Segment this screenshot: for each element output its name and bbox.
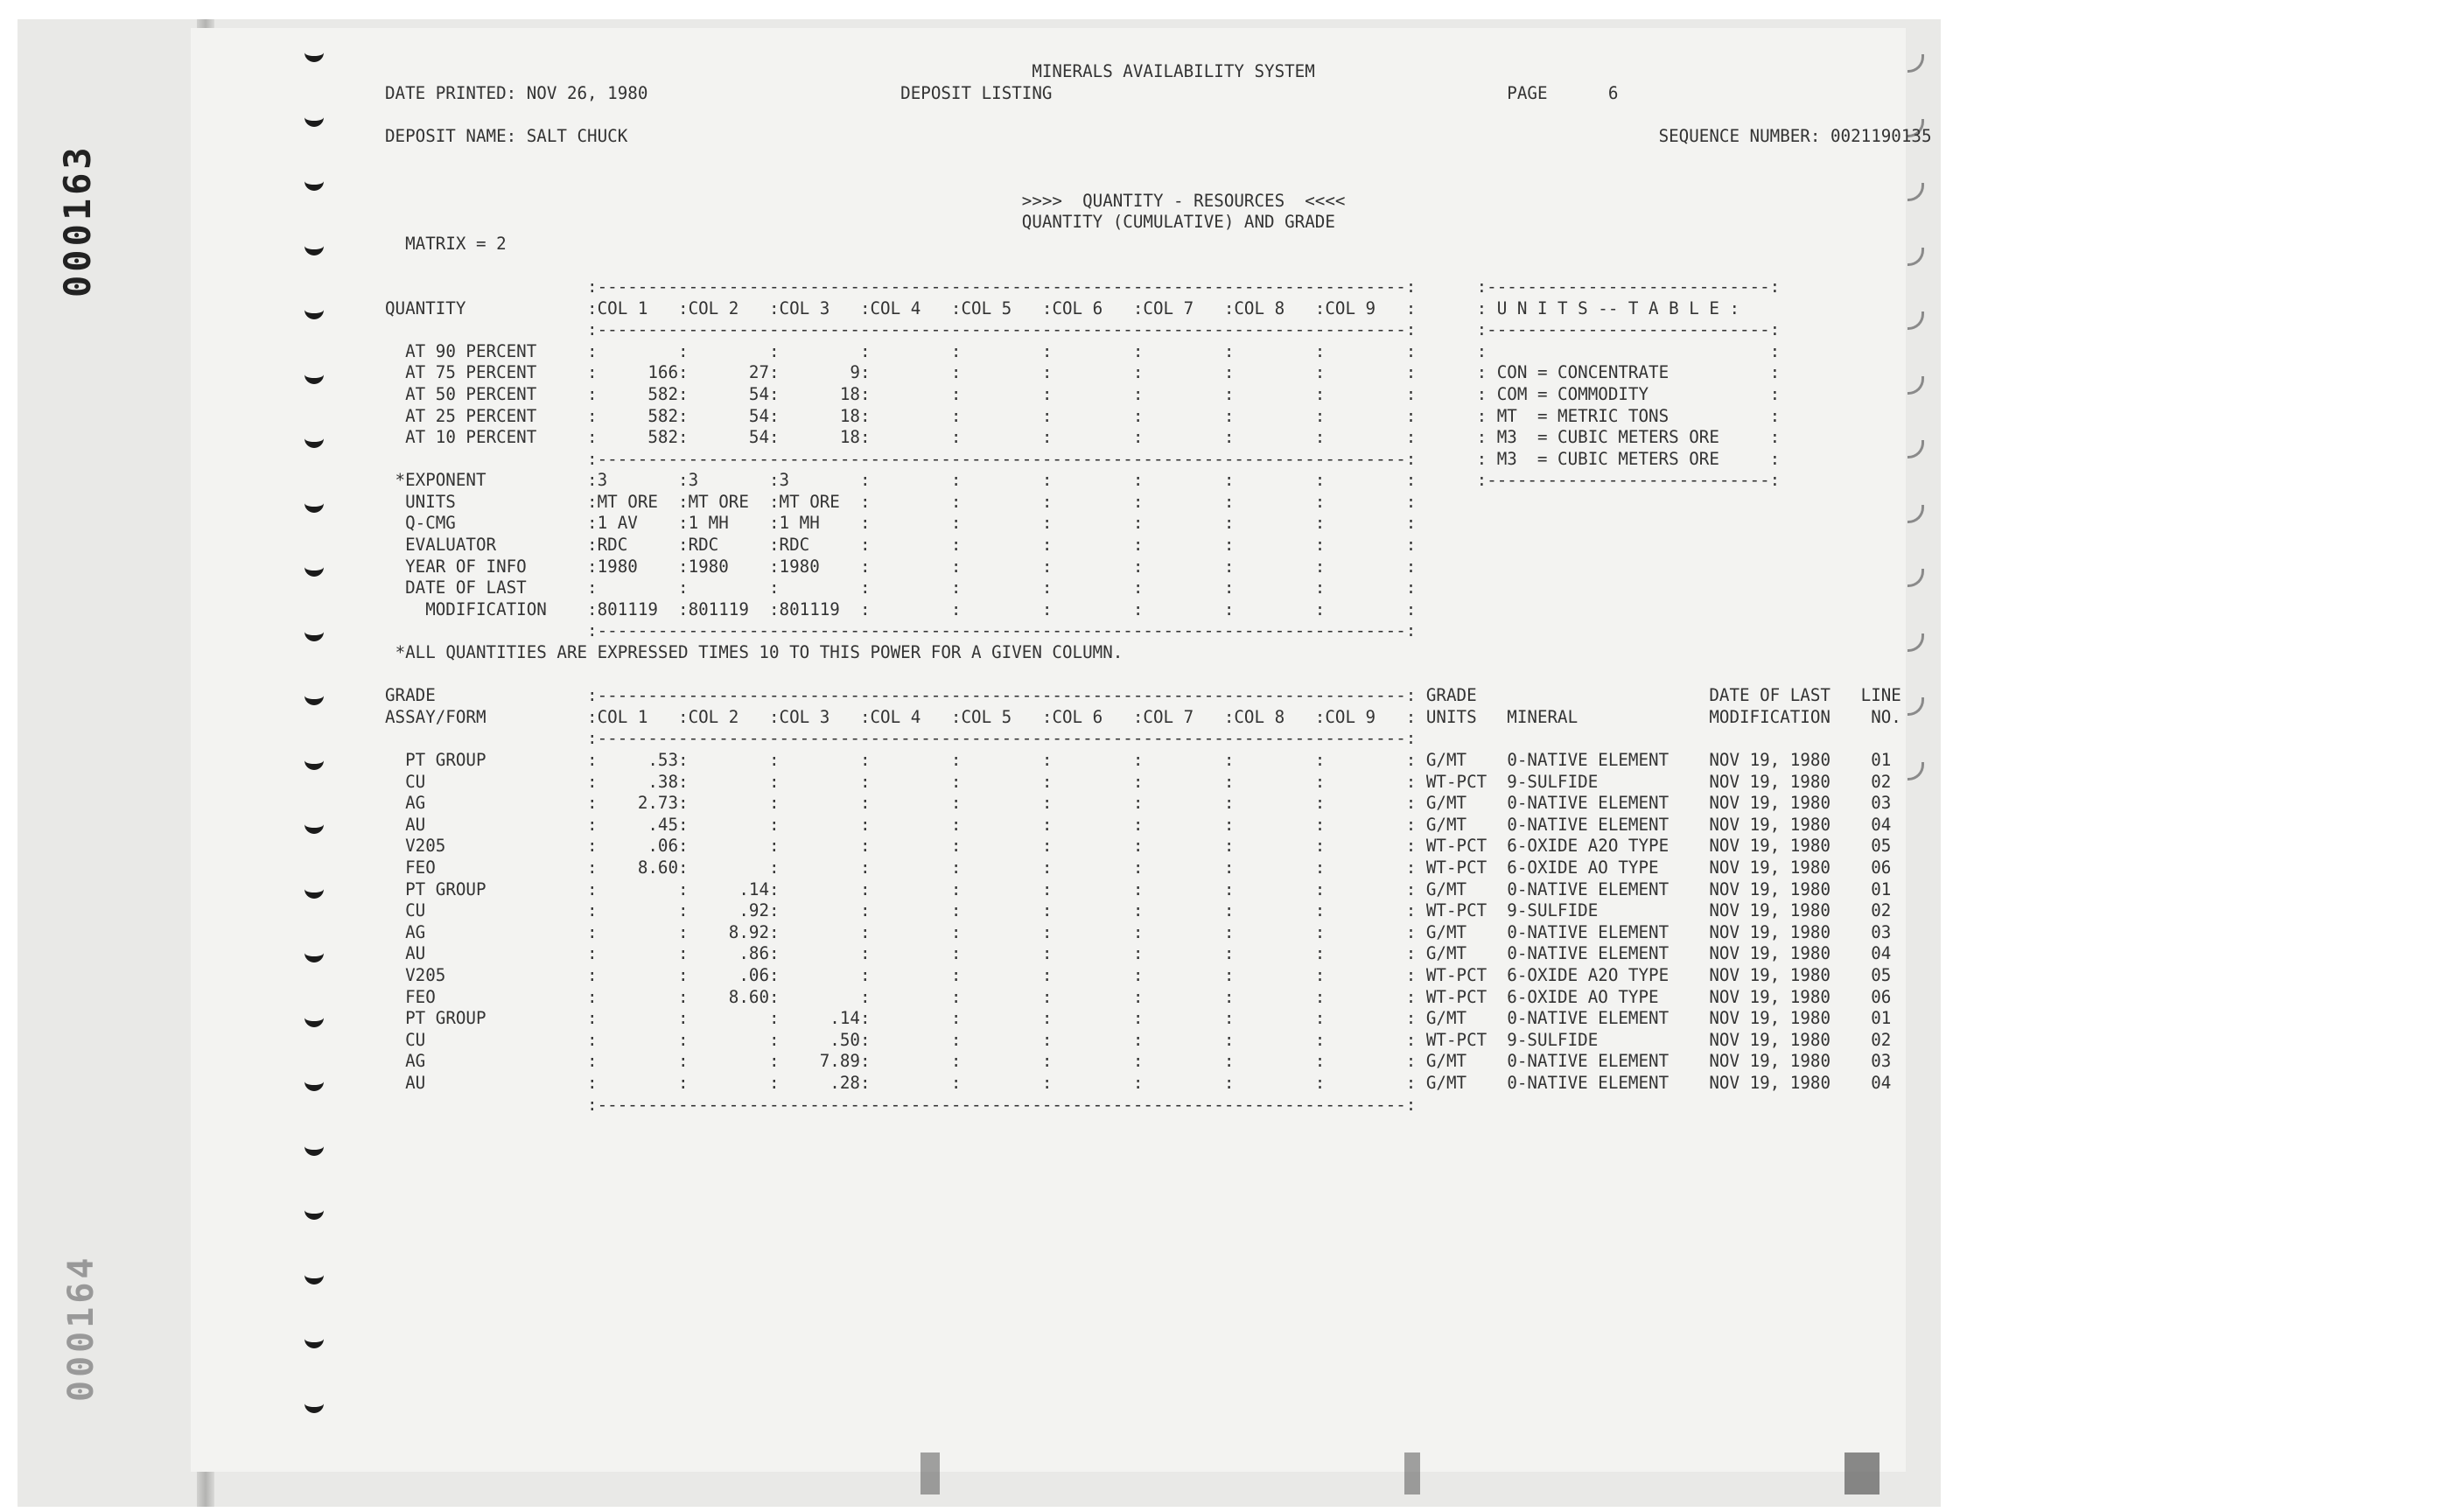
modification-date: NOV 19, 1980	[1709, 964, 1830, 985]
quantity-row: AT 10 PERCENT : 582: 54: 18: : : : : : : : M3 = CUBIC METERS ORE :	[405, 427, 1781, 448]
page-stamp-top: 000163	[56, 144, 99, 298]
modification-date: NOV 19, 1980	[1709, 836, 1830, 857]
matrix-value: MATRIX = 2	[405, 233, 507, 254]
attribute-row: Q-CMG :1 AV :1 MH :1 MH : : : : : : :	[385, 513, 1417, 534]
grade-row: CU : : : .50: : : : : : : WT-PCT 9-SULFIDE NOV 19, 1980 02	[405, 1029, 1892, 1050]
grade-header-row: ASSAY/FORM :COL 1 :COL 2 :COL 3 :COL 4 :COL 5 :COL 6 :COL 7 :COL 8 :COL 9 : UNITS MINERAL MODIFICATION NO.	[385, 706, 1901, 727]
grade-row: AU : : .86: : : : : : : : G/MT 0-NATIVE ELEMENT NOV 19, 1980 04	[405, 943, 1892, 964]
line-number: 02	[1871, 900, 1892, 921]
mineral: 6-OXIDE AO TYPE	[1507, 857, 1659, 878]
grade-row: V205 : .06: : : : : : : : : WT-PCT 6-OXIDE A2O TYPE NOV 19, 1980 05	[405, 836, 1892, 857]
feed-hole	[304, 1268, 324, 1284]
grade-units: G/MT	[1425, 943, 1467, 964]
grade-units: G/MT	[1425, 1008, 1467, 1029]
grade-row: FEO : 8.60: : : : : : : : : WT-PCT 6-OXIDE AO TYPE NOV 19, 1980 06	[405, 857, 1892, 878]
quantity-row: AT 50 PERCENT : 582: 54: 18: : : : : : : : COM = COMMODITY :	[405, 383, 1781, 404]
feed-hole	[304, 110, 324, 127]
quantity-row: AT 25 PERCENT : 582: 54: 18: : : : : : : : MT = METRIC TONS :	[405, 405, 1781, 426]
mineral: 0-NATIVE ELEMENT	[1507, 1072, 1670, 1093]
grade-row: AU : .45: : : : : : : : : G/MT 0-NATIVE ELEMENT NOV 19, 1980 04	[405, 814, 1892, 835]
mineral: 9-SULFIDE	[1507, 1029, 1599, 1050]
modification-date: NOV 19, 1980	[1709, 921, 1830, 942]
table-rule: :--------------------------------------------------------------------------------:	[587, 1094, 1417, 1115]
modification-date: NOV 19, 1980	[1709, 1008, 1830, 1029]
grade-row: PT GROUP : .53: : : : : : : : : G/MT 0-NATIVE ELEMENT NOV 19, 1980 01	[405, 750, 1892, 770]
footnote-line	[385, 642, 1932, 664]
grade-units: G/MT	[1425, 1072, 1467, 1093]
quantity-header-row: QUANTITY :COL 1 :COL 2 :COL 3 :COL 4 :COL 5 :COL 6 :COL 7 :COL 8 :COL 9 : : U N I T S -- T A B L E :	[385, 298, 1740, 318]
grade-row: PT GROUP : : : .14: : : : : : : G/MT 0-NATIVE ELEMENT NOV 19, 1980 01	[405, 1008, 1892, 1029]
modification-date: NOV 19, 1980	[1709, 771, 1830, 792]
grade-row: CU : .38: : : : : : : : : WT-PCT 9-SULFIDE NOV 19, 1980 02	[405, 771, 1892, 792]
mineral: 9-SULFIDE	[1507, 771, 1599, 792]
scan-streak	[1844, 1452, 1880, 1494]
grade-row: AU : : : .28: : : : : : : G/MT 0-NATIVE ELEMENT NOV 19, 1980 04	[405, 1072, 1892, 1093]
line-number: 01	[1871, 750, 1892, 770]
blank-line	[385, 664, 1932, 686]
listing-title: DEPOSIT LISTING	[900, 82, 1053, 103]
grade-units: G/MT	[1425, 814, 1467, 835]
mineral: 0-NATIVE ELEMENT	[1507, 878, 1670, 900]
page-stamp-bottom: 000164	[61, 1254, 102, 1402]
attribute-row: *EXPONENT :3 :3 :3 : : : : : : : :----------------------------:	[385, 470, 1781, 491]
modification-date: NOV 19, 1980	[1709, 750, 1830, 770]
deposit-name-label: DEPOSIT NAME:	[385, 125, 517, 146]
units-table-title: U N I T S -- T A B L E	[1496, 298, 1719, 318]
modification-date: NOV 19, 1980	[1709, 900, 1830, 921]
grade-units: WT-PCT	[1425, 986, 1488, 1007]
scan-streak	[1404, 1452, 1420, 1494]
page-label: PAGE	[1507, 82, 1548, 103]
scanned-page	[18, 19, 1941, 1507]
modification-date: NOV 19, 1980	[1709, 986, 1830, 1007]
grade-row: CU : : .92: : : : : : : : WT-PCT 9-SULFIDE NOV 19, 1980 02	[405, 900, 1892, 921]
table-rule: :--------------------------------------------------------------------------------: : M3 = CUBIC METERS ORE :	[587, 448, 1781, 469]
header-line	[385, 126, 1932, 148]
grade-units: G/MT	[1425, 1051, 1467, 1072]
line-number: 03	[1871, 1051, 1892, 1072]
feed-hole	[304, 882, 324, 899]
system-title: MINERALS AVAILABILITY SYSTEM	[1032, 61, 1315, 81]
mineral: 0-NATIVE ELEMENT	[1507, 814, 1670, 835]
grade-units: WT-PCT	[1425, 836, 1488, 857]
grade-header-row: GRADE :--------------------------------------------------------------------------------: GRADE DATE OF LAST LINE	[385, 685, 1901, 706]
mineral: 0-NATIVE ELEMENT	[1507, 793, 1670, 814]
date-printed-label: DATE PRINTED:	[385, 82, 517, 103]
mineral: 0-NATIVE ELEMENT	[1507, 1051, 1670, 1072]
sequence-number: 0021190135	[1830, 125, 1932, 146]
feed-hole	[304, 368, 324, 384]
grade-row: AG : : 8.92: : : : : : : : G/MT 0-NATIVE ELEMENT NOV 19, 1980 03	[405, 921, 1892, 942]
table-rule: :--------------------------------------------------------------------------------:	[587, 620, 1417, 641]
grade-row: FEO : : 8.60: : : : : : : : WT-PCT 6-OXIDE AO TYPE NOV 19, 1980 06	[405, 986, 1892, 1007]
line-number: 03	[1871, 921, 1892, 942]
blank-line	[385, 104, 1932, 126]
line-number: 05	[1871, 836, 1892, 857]
attribute-row: DATE OF LAST : : : : : : : : : :	[385, 578, 1417, 598]
line-number: 01	[1871, 1008, 1892, 1029]
mineral: 6-OXIDE AO TYPE	[1507, 986, 1659, 1007]
grade-units: G/MT	[1425, 921, 1467, 942]
table-rule: :--------------------------------------------------------------------------------: :----------------------------:	[587, 319, 1781, 340]
grade-units: G/MT	[1425, 878, 1467, 900]
line-number: 03	[1871, 793, 1892, 814]
grade-units: WT-PCT	[1425, 900, 1488, 921]
blank-line	[385, 169, 1932, 191]
scan-streak	[920, 1452, 940, 1494]
modification-date: NOV 19, 1980	[1709, 814, 1830, 835]
modification-date: NOV 19, 1980	[1709, 857, 1830, 878]
attribute-row: UNITS :MT ORE :MT ORE :MT ORE : : : : : : :	[385, 491, 1417, 512]
mineral: 6-OXIDE A2O TYPE	[1507, 836, 1670, 857]
blank-line	[385, 147, 1932, 169]
feed-hole	[304, 1139, 324, 1156]
section-title: >>>> QUANTITY - RESOURCES <<<<	[1021, 190, 1346, 211]
line-number: 01	[1871, 878, 1892, 900]
line-number: 05	[1871, 964, 1892, 985]
attribute-row: EVALUATOR :RDC :RDC :RDC : : : : : : :	[385, 535, 1417, 556]
mineral: 0-NATIVE ELEMENT	[1507, 750, 1670, 770]
attribute-row: YEAR OF INFO :1980 :1980 :1980 : : : : : : :	[385, 556, 1417, 577]
modification-date: NOV 19, 1980	[1709, 878, 1830, 900]
deposit-listing-printout	[385, 61, 1932, 1116]
line-number: 02	[1871, 1029, 1892, 1050]
quantity-row: AT 75 PERCENT : 166: 27: 9: : : : : : : : CON = CONCENTRATE :	[405, 362, 1781, 383]
grade-units: WT-PCT	[1425, 771, 1488, 792]
modification-date: NOV 19, 1980	[1709, 1029, 1830, 1050]
table-rule: :--------------------------------------------------------------------------------:	[587, 728, 1417, 749]
feed-hole	[304, 625, 324, 641]
section-subtitle: QUANTITY (CUMULATIVE) AND GRADE	[1021, 212, 1335, 233]
date-printed: NOV 26, 1980	[526, 82, 648, 103]
grade-units: WT-PCT	[1425, 857, 1488, 878]
line-number: 06	[1871, 986, 1892, 1007]
section-line	[385, 234, 1932, 256]
feed-hole	[304, 496, 324, 513]
feed-hole	[304, 239, 324, 256]
grade-units: WT-PCT	[1425, 964, 1488, 985]
feed-hole	[304, 1011, 324, 1027]
section-line	[385, 191, 1932, 213]
grade-row: AG : : : 7.89: : : : : : : G/MT 0-NATIVE ELEMENT NOV 19, 1980 03	[405, 1051, 1892, 1072]
quantity-footnote: *ALL QUANTITIES ARE EXPRESSED TIMES 10 TO THIS POWER FOR A GIVEN COLUMN.	[395, 642, 1124, 663]
line-number: 04	[1871, 943, 1892, 964]
header-line	[385, 61, 1932, 83]
grade-units: G/MT	[1425, 793, 1467, 814]
quantity-row: AT 90 PERCENT : : : : : : : : : : : :	[405, 340, 1781, 361]
sequence-label: SEQUENCE NUMBER:	[1658, 125, 1821, 146]
modification-date: NOV 19, 1980	[1709, 793, 1830, 814]
header-line	[385, 83, 1932, 105]
mineral: 0-NATIVE ELEMENT	[1507, 921, 1670, 942]
line-number: 06	[1871, 857, 1892, 878]
deposit-name: SALT CHUCK	[526, 125, 628, 146]
mineral: 9-SULFIDE	[1507, 900, 1599, 921]
section-line	[385, 212, 1932, 234]
table-rule: :--------------------------------------------------------------------------------: :----------------------------:	[587, 276, 1781, 297]
line-number: 04	[1871, 814, 1892, 835]
grade-row: AG : 2.73: : : : : : : : : G/MT 0-NATIVE ELEMENT NOV 19, 1980 03	[405, 793, 1892, 814]
modification-date: NOV 19, 1980	[1709, 943, 1830, 964]
mineral: 0-NATIVE ELEMENT	[1507, 943, 1670, 964]
grade-row: PT GROUP : : .14: : : : : : : : G/MT 0-NATIVE ELEMENT NOV 19, 1980 01	[405, 878, 1892, 900]
feed-hole	[304, 1396, 324, 1413]
modification-date: NOV 19, 1980	[1709, 1051, 1830, 1072]
page-number: 6	[1607, 82, 1619, 103]
grade-row: V205 : : .06: : : : : : : : WT-PCT 6-OXIDE A2O TYPE NOV 19, 1980 05	[405, 964, 1892, 985]
mineral: 0-NATIVE ELEMENT	[1507, 1008, 1670, 1029]
blank-line	[385, 255, 1932, 276]
mineral: 6-OXIDE A2O TYPE	[1507, 964, 1670, 985]
grade-units: G/MT	[1425, 750, 1467, 770]
modification-date: NOV 19, 1980	[1709, 1072, 1830, 1093]
attribute-row: MODIFICATION :801119 :801119 :801119 : : : : : : :	[385, 598, 1417, 620]
feed-hole	[304, 753, 324, 770]
grade-units: WT-PCT	[1425, 1029, 1488, 1050]
line-number: 04	[1871, 1072, 1892, 1093]
line-number: 02	[1871, 771, 1892, 792]
